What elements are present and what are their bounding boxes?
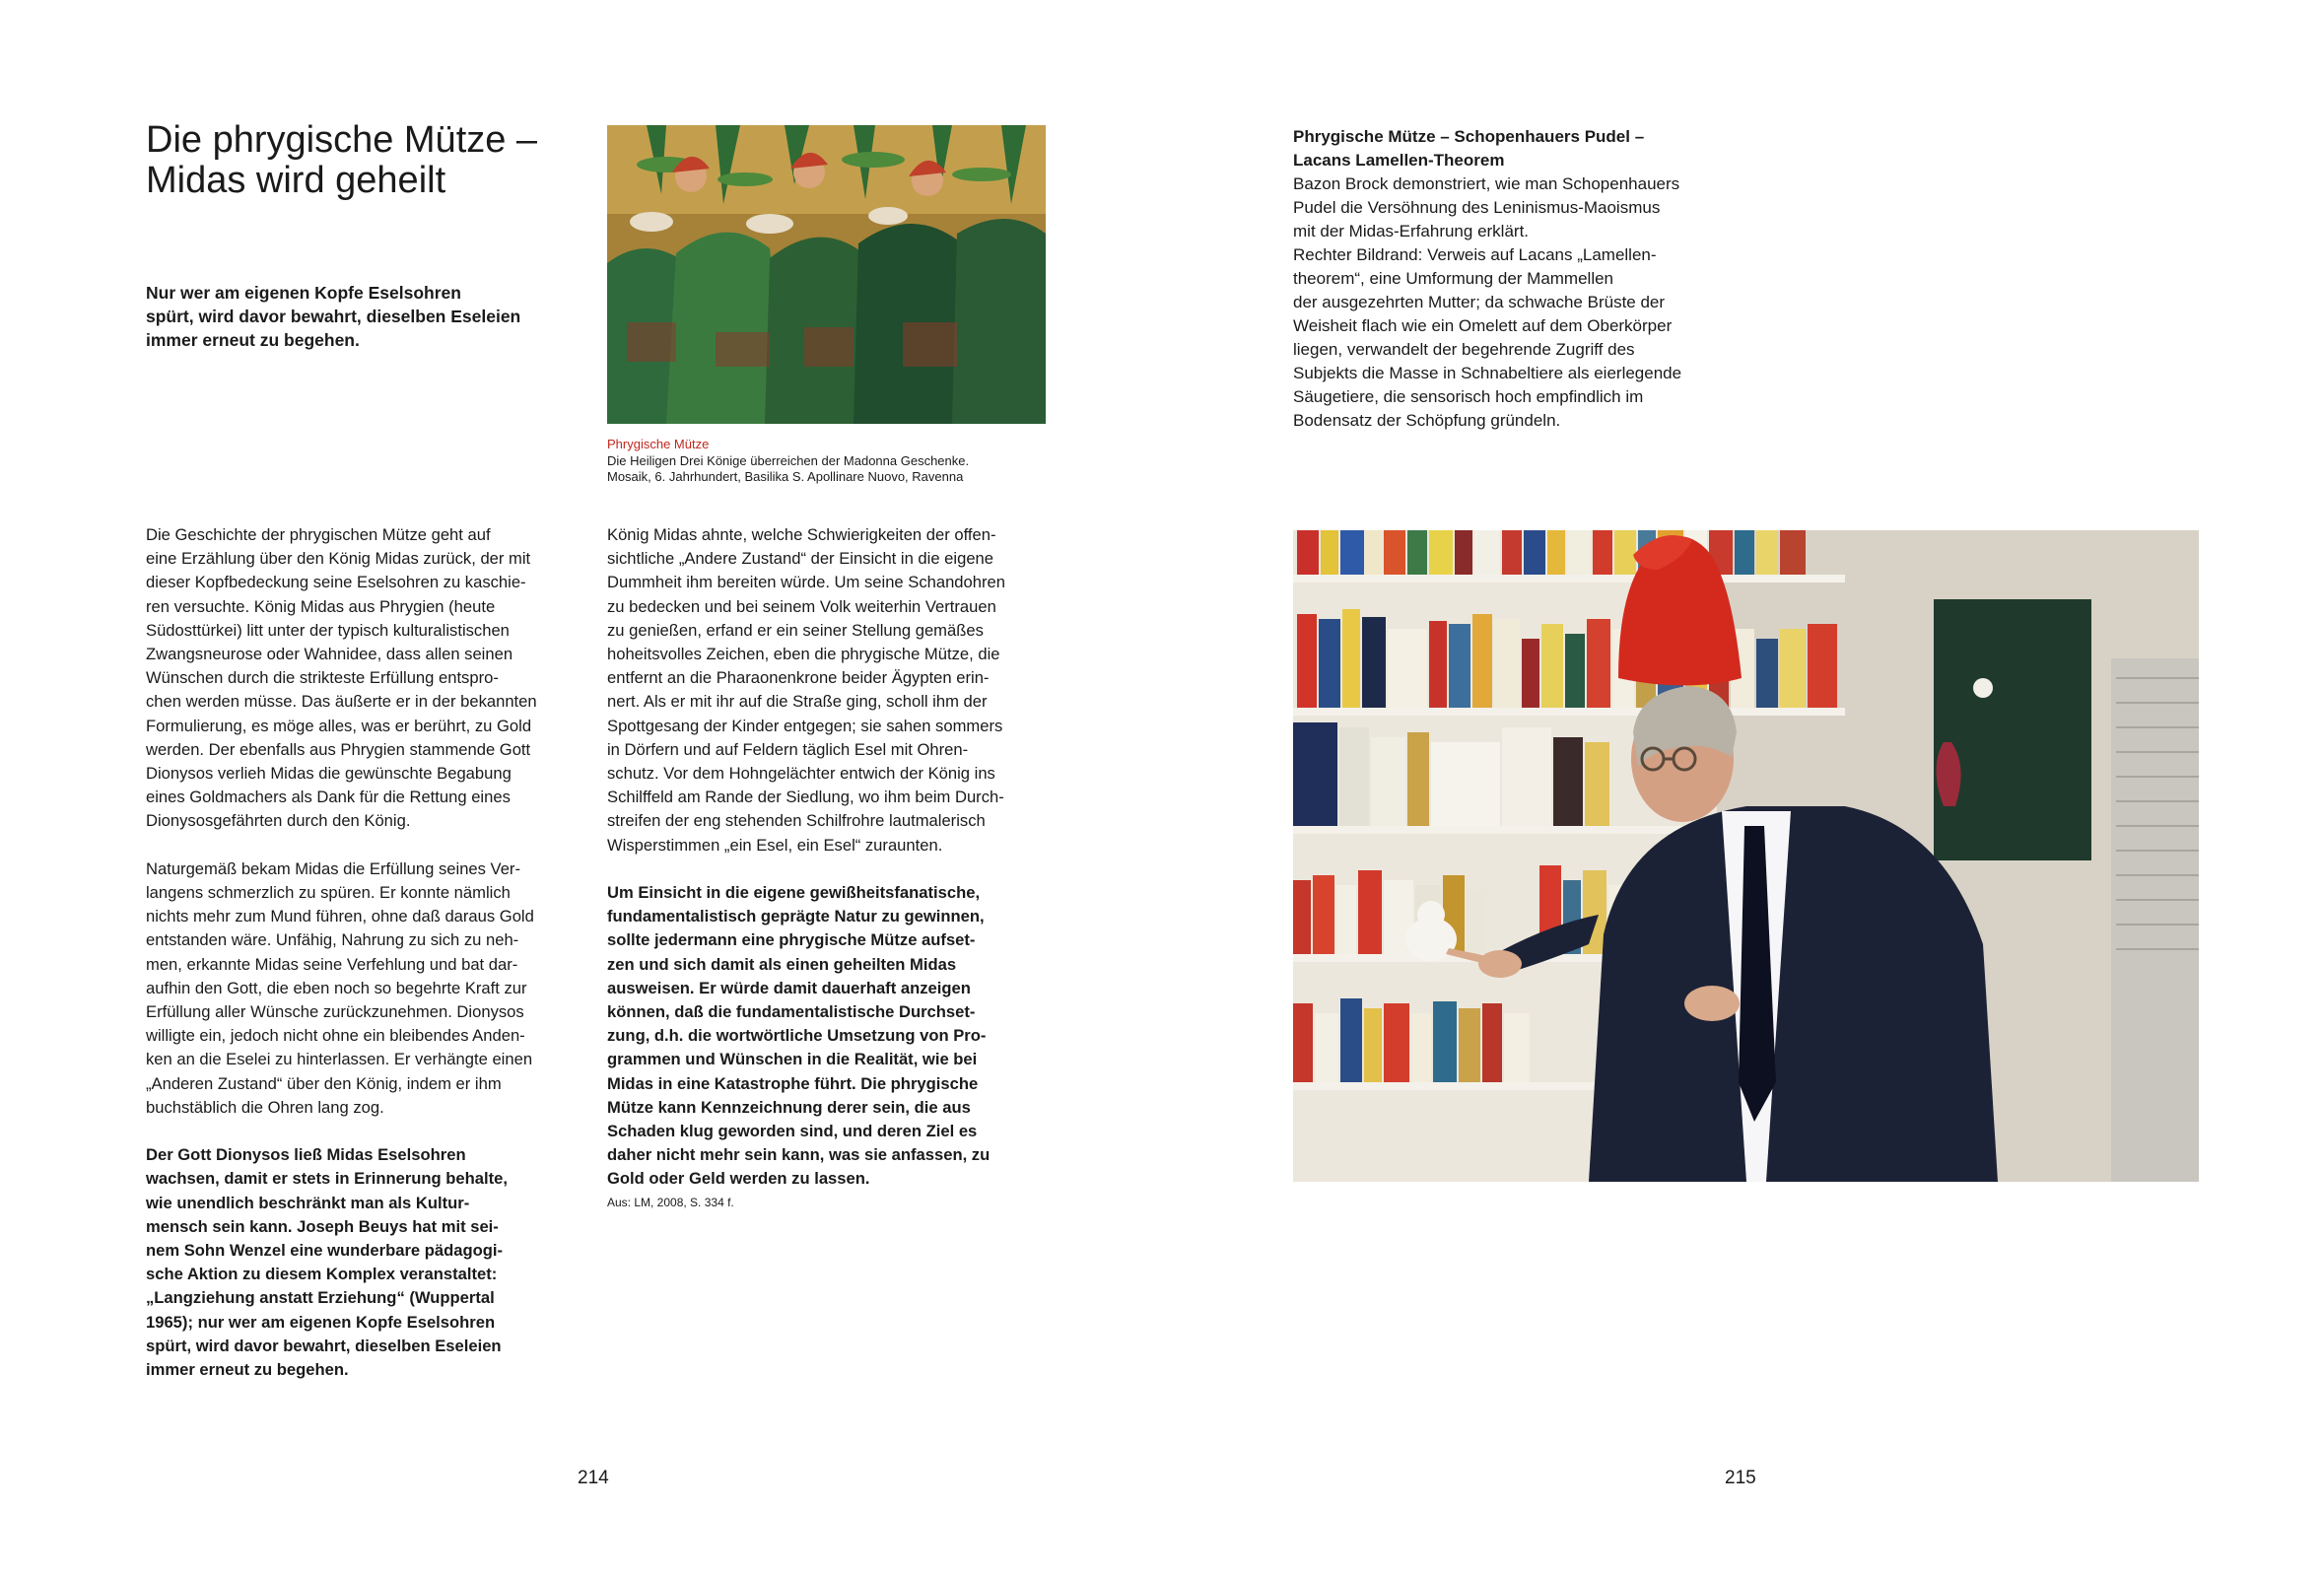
text-line: dieser Kopfbedeckung seine Eselsohren zu kaschie- (146, 573, 526, 592)
text-line: Südosttürkei) litt unter der typisch kulturalistischen (146, 620, 510, 640)
text-line: Dionysos verlieh Midas die gewünschte Begabung (146, 764, 512, 784)
text-line: nert. Als er mit ihr auf die Straße ging, scholl ihm der (607, 692, 988, 712)
text-line: zu genießen, erfand er ein seiner Stellung gemäßes (607, 620, 984, 640)
text-line: Gold oder Geld werden zu lassen. (607, 1169, 870, 1189)
text-line: Naturgemäß bekam Midas die Erfüllung seines Ver- (146, 858, 520, 878)
text-line: mensch sein kann. Joseph Beuys hat mit sei- (146, 1216, 499, 1236)
text-line: werden. Der ebenfalls aus Phrygien stammende Gott (146, 739, 531, 759)
title-line: Midas wird geheilt (146, 160, 446, 201)
mosaic-image (607, 125, 1046, 424)
text-column-1 (146, 523, 589, 1382)
text-line: liegen, verwandelt der begehrende Zugriff des (1293, 340, 1635, 359)
photo-caption-block (1293, 125, 1727, 433)
caption-heading (1293, 125, 1727, 172)
text-line: mit der Midas-Erfahrung erklärt. (1293, 222, 1530, 240)
text-line: Weisheit flach wie ein Omelett auf dem Oberkörper (1293, 316, 1673, 335)
text-line: „Anderen Zustand“ über den König, indem er ihm (146, 1073, 502, 1093)
text-line: Midas in eine Katastrophe führt. Die phrygische (607, 1073, 979, 1093)
image-caption (607, 437, 1060, 486)
text-line: 1965); nur wer am eigenen Kopfe Eselsohren (146, 1312, 496, 1332)
text-line: Spottgesang der Kinder entgegen; sie sahen sommers (607, 716, 1003, 735)
text-line: Dummheit ihm bereiten würde. Um seine Schandohren (607, 573, 1005, 592)
text-column-2 (607, 523, 1051, 1211)
text-line: Dionysosgefährten durch den König. (146, 811, 411, 831)
page-title (146, 120, 580, 201)
bold-paragraph (146, 1143, 589, 1382)
text-line: zen und sich damit als einen geheilten Midas (607, 954, 957, 974)
text-line: Schaden klug geworden sind, und deren Ziel es (607, 1122, 978, 1141)
page-number: 214 (578, 1468, 609, 1488)
text-line: ren versuchte. König Midas aus Phrygien (heute (146, 596, 496, 616)
text-line: nichts mehr zum Mund führen, ohne daß daraus Gold (146, 907, 534, 926)
text-line: theorem“, eine Umformung der Mammellen (1293, 269, 1614, 288)
paragraph (146, 857, 589, 1120)
text-line: aufhin den Gott, die eben noch so begehrte Kraft zur (146, 978, 527, 997)
text-line: spürt, wird davor bewahrt, dieselben Eseleien (146, 1336, 502, 1355)
text-line: zung, d.h. die wortwörtliche Umsetzung von Pro- (607, 1026, 987, 1046)
text-line: Rechter Bildrand: Verweis auf Lacans „Lamellen- (1293, 245, 1657, 264)
text-line: können, daß die fundamentalistische Durchset- (607, 1002, 976, 1022)
text-line: Wünschen durch die strikteste Erfüllung entspro- (146, 668, 499, 688)
text-line: „Langziehung anstatt Erziehung“ (Wuppertal (146, 1288, 495, 1308)
text-line: Pudel die Versöhnung des Leninismus-Maoismus (1293, 198, 1661, 217)
text-line: Bodensatz der Schöpfung gründeln. (1293, 411, 1561, 430)
caption-body (1293, 172, 1727, 433)
heading-line: Phrygische Mütze – Schopenhauers Pudel – (1293, 127, 1645, 146)
source-reference: Aus: LM, 2008, S. 334 f. (607, 1195, 734, 1209)
text-line: wie unendlich beschränkt man als Kultur- (146, 1193, 470, 1212)
text-line: wachsen, damit er stets in Erinnerung behalte, (146, 1169, 508, 1189)
right-page (1162, 0, 2324, 1577)
text-line: ken an die Eselei zu hinterlassen. Er verhängte einen (146, 1050, 533, 1069)
lead-quote (146, 281, 560, 352)
text-line: König Midas ahnte, welche Schwierigkeiten der offen- (607, 525, 996, 544)
lead-line: spürt, wird davor bewahrt, dieselben Eseleien (146, 307, 521, 326)
paragraph (607, 523, 1051, 857)
text-line: entstanden wäre. Unfähig, Nahrung zu sich zu neh- (146, 930, 519, 950)
text-line: fundamentalistisch geprägte Natur zu gewinnen, (607, 907, 985, 926)
text-line: Subjekts die Masse in Schnabeltiere als eierlegende (1293, 364, 1682, 382)
heading-line: Lacans Lamellen-Theorem (1293, 151, 1505, 170)
text-line: eines Goldmachers als Dank für die Rettung eines (146, 788, 511, 807)
portrait-photo (1293, 530, 2199, 1182)
text-line: men, erkannte Midas seine Verfehlung und bat dar- (146, 954, 518, 974)
text-line: Schilffeld am Rande der Siedlung, wo ihm beim Durch- (607, 788, 1004, 807)
text-line: willigte ein, jedoch nicht ohne ein bleibendes Anden- (146, 1026, 525, 1046)
caption-line: Die Heiligen Drei Könige überreichen der Madonna Geschenke. (607, 452, 970, 468)
lead-line: immer erneut zu begehen. (146, 330, 360, 350)
caption-title: Phrygische Mütze (607, 437, 710, 451)
title-line: Die phrygische Mütze – (146, 119, 538, 161)
text-line: ausweisen. Er würde damit dauerhaft anzeigen (607, 978, 971, 997)
text-line: sollte jedermann eine phrygische Mütze aufset- (607, 930, 976, 950)
text-line: Erfüllung aller Wünsche zurückzunehmen. Dionysos (146, 1002, 524, 1022)
text-line: Mütze kann Kennzeichnung derer sein, die aus (607, 1097, 971, 1117)
text-line: sche Aktion zu diesem Komplex veranstaltet: (146, 1265, 498, 1284)
text-line: Die Geschichte der phrygischen Mütze geht auf (146, 525, 491, 544)
text-line: sichtliche „Andere Zustand“ der Einsicht in die eigene (607, 549, 994, 569)
text-line: grammen und Wünschen in die Realität, wie bei (607, 1050, 978, 1069)
bold-paragraph (607, 881, 1051, 1192)
text-line: schutz. Vor dem Hohngelächter entwich der König ins (607, 764, 995, 784)
text-line: entfernt an die Pharaonenkrone beider Ägypten erin- (607, 668, 990, 688)
text-line: buchstäblich die Ohren lang zog. (146, 1097, 384, 1117)
caption-line: Mosaik, 6. Jahrhundert, Basilika S. Apollinare Nuovo, Ravenna (607, 469, 964, 484)
text-line: Wisperstimmen „ein Esel, ein Esel“ zuraunten. (607, 835, 943, 855)
text-line: chen werden müsse. Das äußerte er in der bekannten (146, 692, 537, 712)
paragraph (146, 523, 589, 834)
text-line: Der Gott Dionysos ließ Midas Eselsohren (146, 1145, 466, 1165)
text-line: in Dörfern und auf Feldern täglich Esel mit Ohren- (607, 739, 969, 759)
text-line: Um Einsicht in die eigene gewißheitsfanatische, (607, 883, 981, 903)
text-line: der ausgezehrten Mutter; da schwache Brüste der (1293, 293, 1666, 311)
text-line: hoheitsvolles Zeichen, eben die phrygische Mütze, die (607, 645, 1000, 664)
text-line: immer erneut zu begehen. (146, 1360, 349, 1380)
text-line: Bazon Brock demonstriert, wie man Schopenhauers (1293, 174, 1680, 193)
text-line: zu bedecken und bei seinem Volk weiterhin Vertrauen (607, 596, 996, 616)
text-line: streifen der eng stehenden Schilfrohre lautmalerisch (607, 811, 986, 831)
text-line: Zwangsneurose oder Wahnidee, dass allen seinen (146, 645, 513, 664)
text-line: eine Erzählung über den König Midas zurück, der mit (146, 549, 531, 569)
text-line: daher nicht mehr sein kann, was sie anfassen, zu (607, 1145, 991, 1165)
text-line: Säugetiere, die sensorisch hoch empfindlich im (1293, 387, 1644, 406)
lead-line: Nur wer am eigenen Kopfe Eselsohren (146, 283, 461, 303)
text-line: langens schmerzlich zu spüren. Er konnte nämlich (146, 883, 511, 903)
text-line: nem Sohn Wenzel eine wunderbare pädagogi- (146, 1241, 504, 1261)
text-line: Formulierung, es möge alles, was er berührt, zu Gold (146, 716, 532, 735)
page-number: 215 (1725, 1468, 1756, 1488)
